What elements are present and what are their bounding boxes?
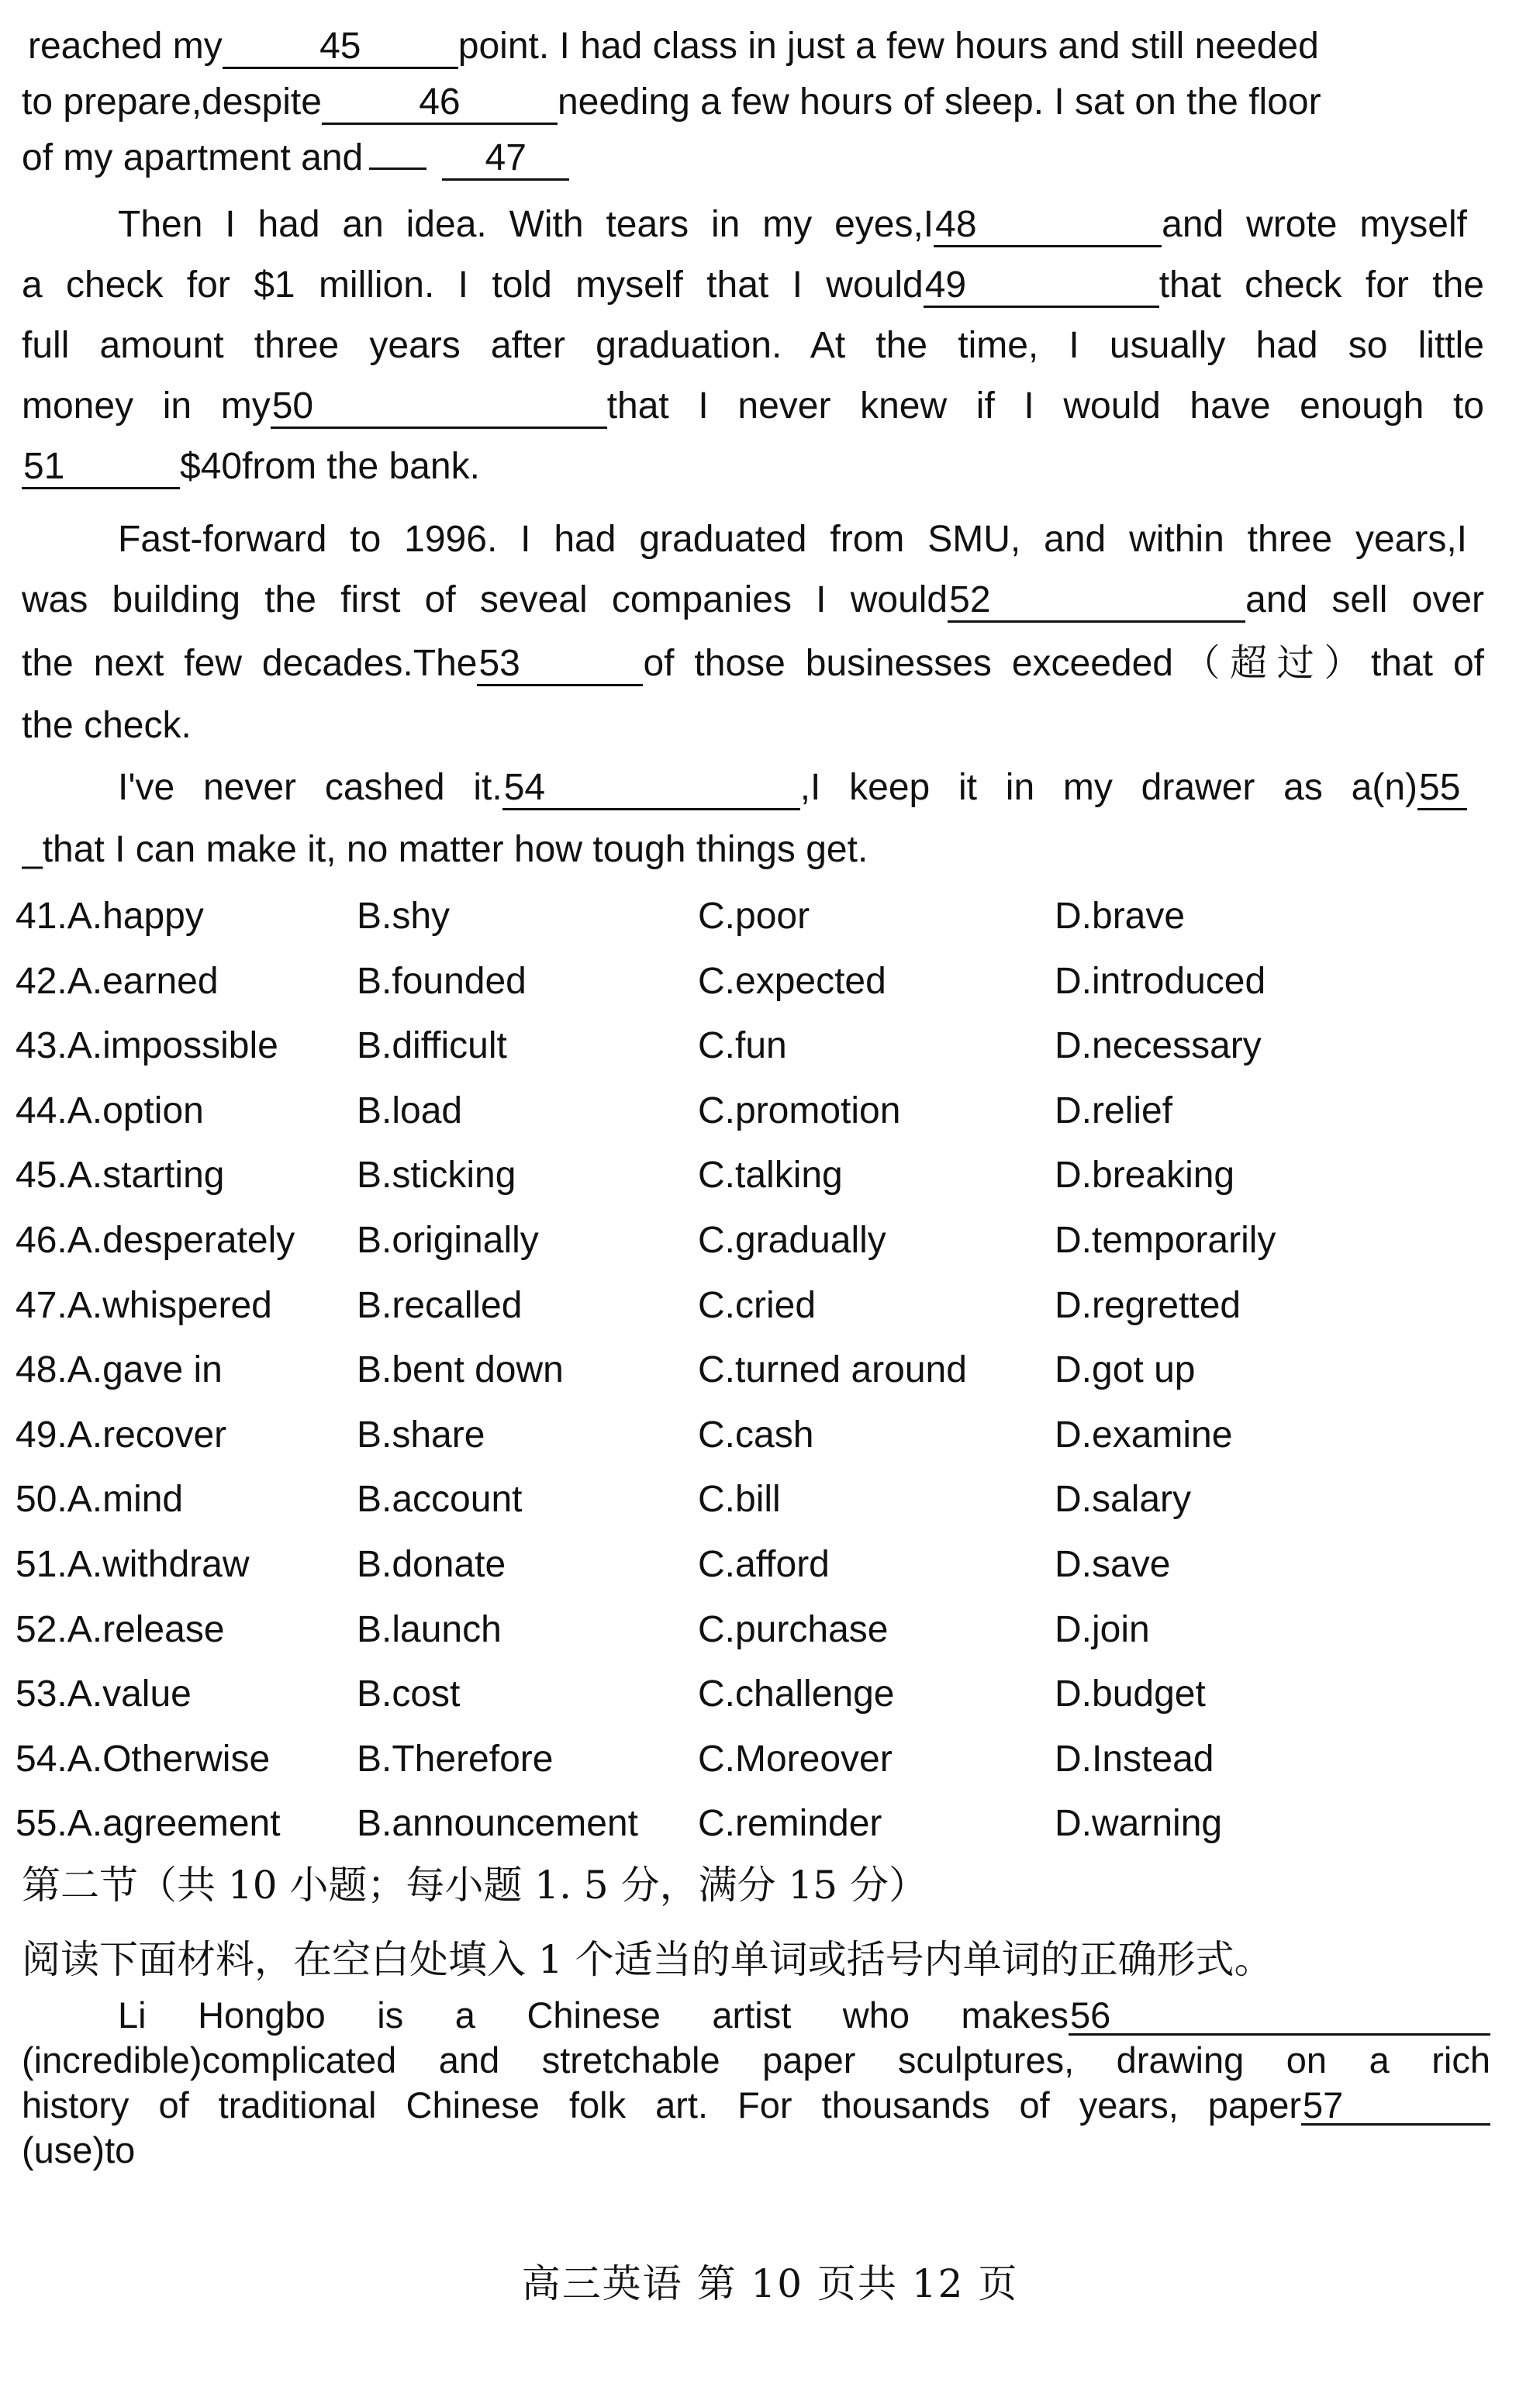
passage-line-13 bbox=[118, 763, 1467, 813]
text: Fast-forward to 1996. I had graduated from SMU, and within three years,I bbox=[118, 519, 1467, 560]
text: reached my bbox=[28, 26, 223, 67]
option-a: 47.A.whispered bbox=[16, 1285, 272, 1326]
text: the next few decades.The bbox=[22, 643, 478, 684]
option-d: D.temporarily bbox=[1055, 1220, 1276, 1261]
option-a: 45.A.starting bbox=[16, 1155, 225, 1196]
option-a: 41.A.happy bbox=[16, 896, 204, 937]
text: _that I can make it, no matter how tough things get. bbox=[22, 829, 868, 870]
text: of those businesses exceeded（超过）that of bbox=[643, 643, 1484, 684]
passage-line-11 bbox=[22, 639, 1484, 689]
text: $40from the bank. bbox=[180, 446, 480, 487]
text: to prepare,despite bbox=[22, 81, 322, 123]
option-c: C.Moreover bbox=[698, 1739, 893, 1780]
passage-line-4 bbox=[118, 200, 1467, 250]
option-a: 46.A.desperately bbox=[16, 1220, 295, 1261]
option-d: D.join bbox=[1055, 1609, 1150, 1650]
option-d: D.salary bbox=[1055, 1479, 1192, 1520]
option-b: B.donate bbox=[357, 1544, 506, 1585]
section2-line-2 bbox=[22, 2038, 1490, 2083]
option-b: B.founded bbox=[357, 961, 527, 1002]
passage-line-1 bbox=[28, 22, 1490, 71]
text: was building the first of seveal companies I would bbox=[22, 579, 948, 620]
option-d: D.Instead bbox=[1055, 1739, 1214, 1780]
option-b: B.originally bbox=[357, 1220, 539, 1261]
page-footer: 高三英语 第 10 页共 12 页 bbox=[521, 2261, 1019, 2306]
option-c: C.afford bbox=[698, 1544, 830, 1585]
text: (use)to bbox=[22, 2129, 136, 2171]
option-b: B.launch bbox=[357, 1609, 502, 1650]
passage-line-2 bbox=[22, 78, 1484, 127]
option-c: C.fun bbox=[698, 1025, 787, 1066]
option-d: D.warning bbox=[1055, 1803, 1223, 1844]
option-b: B.Therefore bbox=[357, 1739, 554, 1780]
text: full amount three years after graduation. At the time, I usually had so little bbox=[22, 325, 1484, 366]
option-b: B.bent down bbox=[357, 1349, 564, 1390]
option-b: B.account bbox=[357, 1479, 523, 1520]
blank-47-lead bbox=[369, 168, 426, 170]
blank-50: 50 bbox=[271, 386, 607, 429]
option-a: 53.A.value bbox=[16, 1673, 192, 1715]
section2-line-1 bbox=[118, 1993, 1490, 2038]
blank-54: 54 bbox=[502, 768, 800, 810]
blank-49: 49 bbox=[924, 265, 1159, 308]
option-a: 50.A.mind bbox=[16, 1479, 184, 1520]
passage-line-7 bbox=[22, 382, 1484, 431]
blank-57: 57 bbox=[1301, 2088, 1490, 2126]
option-b: B.difficult bbox=[357, 1025, 507, 1066]
text: I've never cashed it. bbox=[118, 767, 502, 808]
passage-line-14 bbox=[22, 825, 1484, 875]
blank-52: 52 bbox=[948, 580, 1245, 623]
text: money in my bbox=[22, 385, 271, 427]
text: ,I keep it in my drawer as a(n) bbox=[799, 767, 1417, 808]
section2-line-3 bbox=[22, 2083, 1490, 2128]
option-a: 55.A.agreement bbox=[16, 1803, 281, 1844]
blank-56: 56 bbox=[1069, 1998, 1490, 2036]
option-d: D.introduced bbox=[1055, 961, 1266, 1002]
option-d: D.relief bbox=[1055, 1090, 1173, 1131]
option-d: D.necessary bbox=[1055, 1025, 1262, 1066]
text: and sell over bbox=[1245, 579, 1484, 620]
text: the check. bbox=[22, 705, 192, 746]
option-c: C.purchase bbox=[698, 1609, 889, 1650]
option-b: B.share bbox=[357, 1414, 485, 1456]
text: and wrote myself bbox=[1162, 204, 1467, 245]
blank-46: 46 bbox=[322, 82, 558, 125]
option-c: C.challenge bbox=[698, 1673, 895, 1715]
option-c: C.poor bbox=[698, 896, 810, 937]
option-d: D.brave bbox=[1055, 896, 1186, 937]
option-a: 49.A.recover bbox=[16, 1414, 227, 1456]
section2-instruction: 阅读下面材料，在空白处填入 1 个适当的单词或括号内单词的正确形式。 bbox=[22, 1937, 1273, 1982]
passage-line-6 bbox=[22, 321, 1484, 371]
blank-45: 45 bbox=[223, 26, 458, 69]
option-a: 54.A.Otherwise bbox=[16, 1739, 271, 1780]
blank-48: 48 bbox=[934, 205, 1162, 247]
option-c: C.bill bbox=[698, 1479, 781, 1520]
text: that check for the bbox=[1158, 264, 1484, 306]
option-d: D.breaking bbox=[1055, 1155, 1235, 1196]
option-a: 48.A.gave in bbox=[16, 1349, 223, 1390]
passage-line-8 bbox=[22, 442, 1484, 492]
option-c: C.expected bbox=[698, 961, 886, 1002]
section2-line-4 bbox=[22, 2128, 1490, 2173]
option-d: D.regretted bbox=[1055, 1285, 1241, 1326]
option-d: D.got up bbox=[1055, 1349, 1196, 1390]
option-a: 51.A.withdraw bbox=[16, 1544, 250, 1585]
text: that I never knew if I would have enough to bbox=[606, 385, 1484, 427]
option-d: D.examine bbox=[1055, 1414, 1233, 1456]
option-a: 44.A.option bbox=[16, 1090, 204, 1131]
text: a check for $1 million. I told myself that I would bbox=[22, 264, 924, 306]
option-c: C.gradually bbox=[698, 1220, 886, 1261]
passage-line-12 bbox=[22, 701, 1484, 751]
option-a: 43.A.impossible bbox=[16, 1025, 278, 1066]
option-b: B.recalled bbox=[357, 1285, 523, 1326]
text: history of traditional Chinese folk art. For thousands of years, paper bbox=[22, 2084, 1301, 2126]
passage-line-3 bbox=[22, 133, 1484, 183]
option-b: B.announcement bbox=[357, 1803, 638, 1844]
option-c: C.promotion bbox=[698, 1090, 901, 1131]
option-c: C.talking bbox=[698, 1155, 843, 1196]
option-b: B.cost bbox=[357, 1673, 461, 1715]
option-c: C.reminder bbox=[698, 1803, 882, 1844]
blank-53: 53 bbox=[477, 644, 643, 686]
blank-51: 51 bbox=[22, 447, 180, 489]
text: point. I had class in just a few hours and still needed bbox=[458, 26, 1319, 67]
blank-55: 55 bbox=[1417, 768, 1467, 810]
option-c: C.cash bbox=[698, 1414, 814, 1456]
blank-47: 47 bbox=[442, 138, 569, 181]
option-b: B.load bbox=[357, 1090, 463, 1131]
section2-heading: 第二节（共 10 小题；每小题 1. 5 分，满分 15 分） bbox=[22, 1863, 928, 1908]
option-b: B.shy bbox=[357, 896, 451, 937]
text: of my apartment and bbox=[22, 137, 364, 178]
passage-line-9 bbox=[118, 515, 1467, 565]
option-d: D.save bbox=[1055, 1544, 1171, 1585]
text: Then I had an idea. With tears in my eyes,I bbox=[118, 204, 934, 245]
passage-line-10 bbox=[22, 575, 1484, 625]
passage-line-5 bbox=[22, 261, 1484, 310]
option-a: 42.A.earned bbox=[16, 961, 219, 1002]
text: needing a few hours of sleep. I sat on the floor bbox=[557, 81, 1321, 123]
option-d: D.budget bbox=[1055, 1673, 1206, 1715]
option-c: C.cried bbox=[698, 1285, 817, 1326]
option-b: B.sticking bbox=[357, 1155, 516, 1196]
option-a: 52.A.release bbox=[16, 1609, 225, 1650]
text: Li Hongbo is a Chinese artist who makes bbox=[118, 1994, 1069, 2036]
text: (incredible)complicated and stretchable paper sculptures, drawing on a rich bbox=[22, 2039, 1490, 2081]
option-c: C.turned around bbox=[698, 1349, 967, 1390]
